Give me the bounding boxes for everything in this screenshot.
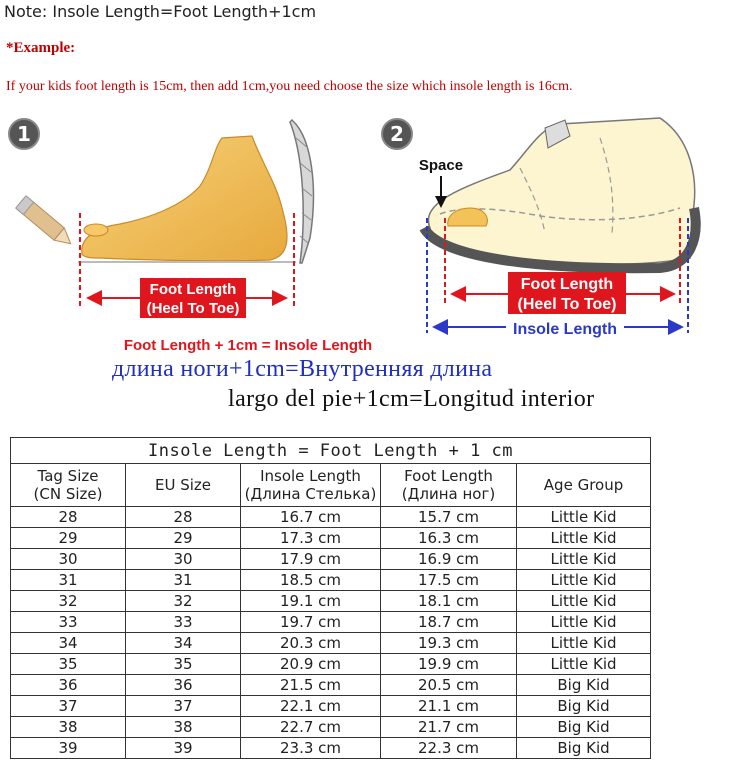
heel-to-toe-label: (Heel To Toe)	[146, 300, 240, 317]
insole-length-label: Insole Length	[513, 321, 617, 338]
foot-shape	[82, 136, 287, 261]
size-chart-table	[10, 437, 651, 759]
table-row	[11, 675, 651, 696]
table-cell: 22.1 cm	[241, 696, 381, 717]
table-body	[11, 507, 651, 759]
note-text: Note: Insole Length=Foot Length+1cm	[4, 2, 317, 21]
table-cell: 17.3 cm	[241, 528, 381, 549]
table-cell: 28	[11, 507, 126, 528]
table-cell: 18.5 cm	[241, 570, 381, 591]
table-row	[11, 507, 651, 528]
table-cell: 37	[126, 696, 241, 717]
step-one-number: 1	[17, 122, 31, 146]
table-row	[11, 738, 651, 759]
table-cell: 32	[126, 591, 241, 612]
table-cell: 39	[126, 738, 241, 759]
table-cell: 36	[11, 675, 126, 696]
table-cell: Little Kid	[517, 612, 651, 633]
step-two-number: 2	[390, 122, 404, 146]
table-cell: 21.5 cm	[241, 675, 381, 696]
table-cell: 30	[126, 549, 241, 570]
table-cell: Little Kid	[517, 654, 651, 675]
table-cell: 20.5 cm	[381, 675, 517, 696]
spanish-formula: largo del pie+1cm=Longitud interior	[228, 386, 595, 412]
column-header	[517, 464, 651, 507]
table-cell: Little Kid	[517, 549, 651, 570]
table-cell: Little Kid	[517, 507, 651, 528]
step-two-badge	[382, 119, 412, 149]
table-cell: 19.9 cm	[381, 654, 517, 675]
table-cell: 15.7 cm	[381, 507, 517, 528]
table-row	[11, 654, 651, 675]
table-cell: 23.3 cm	[241, 738, 381, 759]
table-cell: 17.5 cm	[381, 570, 517, 591]
column-header-subtitle: (CN Size)	[33, 485, 103, 503]
table-cell: 34	[126, 633, 241, 654]
column-header-subtitle: (Длина Стелька)	[244, 485, 377, 503]
table-cell: 32	[11, 591, 126, 612]
table-cell: 16.3 cm	[381, 528, 517, 549]
table-cell: 20.9 cm	[241, 654, 381, 675]
table-cell: 19.1 cm	[241, 591, 381, 612]
pencil-icon	[16, 196, 76, 250]
table-cell: 19.7 cm	[241, 612, 381, 633]
column-header	[11, 464, 126, 507]
column-header-title: Insole Length	[260, 467, 361, 485]
table-cell: 35	[126, 654, 241, 675]
table-cell: 35	[11, 654, 126, 675]
table-row	[11, 591, 651, 612]
table-row	[11, 528, 651, 549]
table-cell: 18.1 cm	[381, 591, 517, 612]
column-header-subtitle: (Длина ног)	[401, 485, 496, 503]
table-caption-row	[11, 438, 651, 464]
table-cell: Little Kid	[517, 591, 651, 612]
table-cell: 31	[11, 570, 126, 591]
shoe-heel-to-toe-label: (Heel To Toe)	[517, 296, 617, 313]
table-cell: 21.7 cm	[381, 717, 517, 738]
column-header	[126, 464, 241, 507]
foot-length-label: Foot Length	[149, 281, 237, 298]
table-cell: 38	[11, 717, 126, 738]
table-cell: 38	[126, 717, 241, 738]
table-row	[11, 570, 651, 591]
example-text: If your kids foot length is 15cm, then add 1cm,you need choose the size which insole length is 16cm.	[6, 79, 573, 94]
table-cell: Little Kid	[517, 528, 651, 549]
table-cell: Little Kid	[517, 633, 651, 654]
column-header-title: Tag Size	[37, 467, 99, 485]
table-cell: Big Kid	[517, 675, 651, 696]
table-header-row	[11, 464, 651, 507]
step-one-badge	[9, 119, 39, 149]
table-cell: 31	[126, 570, 241, 591]
table-row	[11, 612, 651, 633]
table-cell: 30	[11, 549, 126, 570]
table-cell: 37	[11, 696, 126, 717]
formula-text: Foot Length + 1cm = Insole Length	[123, 337, 373, 354]
table-cell: 20.3 cm	[241, 633, 381, 654]
table-cell: 33	[11, 612, 126, 633]
table-cell: 22.7 cm	[241, 717, 381, 738]
column-header-title: Foot Length	[404, 467, 493, 485]
russian-formula: длина ноги+1cm=Внутренняя длина	[112, 356, 493, 382]
shoe-foot-length-label: Foot Length	[520, 276, 614, 293]
table-cell: 29	[126, 528, 241, 549]
column-header-title: Age Group	[543, 476, 624, 494]
shoe-shape	[424, 118, 696, 268]
table-cell: 17.9 cm	[241, 549, 381, 570]
table-cell: Big Kid	[517, 738, 651, 759]
column-header-title: EU Size	[154, 476, 211, 494]
table-cell: 21.1 cm	[381, 696, 517, 717]
table-cell: 18.7 cm	[381, 612, 517, 633]
table-row	[11, 696, 651, 717]
table-cell: 39	[11, 738, 126, 759]
table-cell: Little Kid	[517, 570, 651, 591]
table-cell: Big Kid	[517, 717, 651, 738]
column-header	[381, 464, 517, 507]
table-cell: 34	[11, 633, 126, 654]
column-header	[241, 464, 381, 507]
table-row	[11, 633, 651, 654]
space-label: Space	[418, 157, 464, 174]
table-caption: Insole Length = Foot Length + 1 cm	[11, 438, 651, 464]
table-cell: Big Kid	[517, 696, 651, 717]
measurement-illustration	[0, 108, 731, 358]
table-cell: 36	[126, 675, 241, 696]
table-row	[11, 717, 651, 738]
table-cell: 22.3 cm	[381, 738, 517, 759]
example-label: *Example:	[6, 40, 76, 56]
table-cell: 29	[11, 528, 126, 549]
table-cell: 16.7 cm	[241, 507, 381, 528]
table-cell: 28	[126, 507, 241, 528]
table-cell: 33	[126, 612, 241, 633]
table-cell: 19.3 cm	[381, 633, 517, 654]
table-cell: 16.9 cm	[381, 549, 517, 570]
table-row	[11, 549, 651, 570]
